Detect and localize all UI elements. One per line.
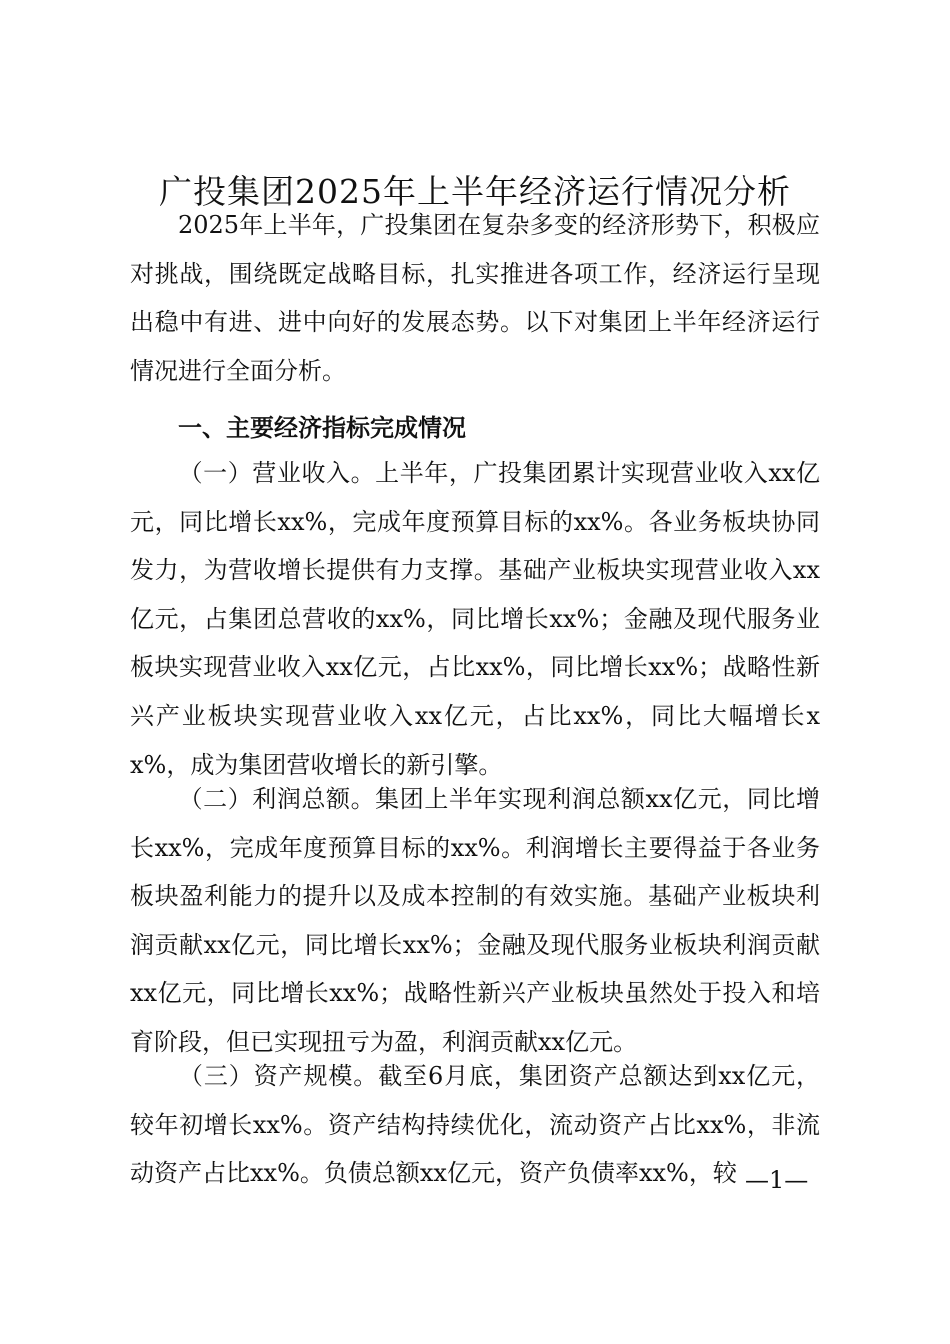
text-revenue: 上半年，广投集团累计实现营业收入xx亿元，同比增长xx%，完成年度预算目标的xx%。各业务板块协同发力，为营收增长提供有力支撑。基础产业板块实现营业收入xx亿元，占集团总营收的xx%，同比增长xx%；金融及现代服务业板块实现营业收入xx亿元，占比xx%，同比增长xx%；战略性新兴产业板块实现营业收入xx亿元，占比xx%，同比大幅增长xx%，成为集团营收增长的新引擎。	[130, 459, 820, 779]
document-title: 广投集团2025年上半年经济运行情况分析	[159, 172, 791, 211]
section-heading: 一、主要经济指标完成情况	[178, 414, 466, 442]
paragraph-revenue	[130, 449, 820, 789]
subheading-assets: （三）资产规模。	[178, 1062, 379, 1090]
intro-paragraph	[130, 201, 820, 395]
page-number: —1—	[745, 1166, 809, 1194]
paragraph-assets	[130, 1052, 820, 1198]
text-profit: 集团上半年实现利润总额xx亿元，同比增长xx%，完成年度预算目标的xx%。利润增长主要得益于各业务板块盈利能力的提升以及成本控制的有效实施。基础产业板块利润贡献xx亿元，同比增长xx%；金融及现代服务业板块利润贡献xx亿元，同比增长xx%；战略性新兴产业板块虽然处于投入和培育阶段，但已实现扭亏为盈，利润贡献xx亿元。	[130, 785, 820, 1056]
text-assets: 截至6月底，集团资产总额达到xx亿元，较年初增长xx%。资产结构持续优化，流动资产占比xx%，非流动资产占比xx%。负债总额xx亿元，资产负债率xx%，较	[130, 1062, 821, 1188]
subheading-revenue: （一）营业收入。	[178, 459, 376, 487]
subheading-profit: （二）利润总额。	[178, 785, 376, 813]
paragraph-profit	[130, 775, 820, 1067]
intro-text: 2025年上半年，广投集团在复杂多变的经济形势下，积极应对挑战，围绕既定战略目标，扎实推进各项工作，经济运行呈现出稳中有进、进中向好的发展态势。以下对集团上半年经济运行情况进行全面分析。	[130, 211, 820, 385]
